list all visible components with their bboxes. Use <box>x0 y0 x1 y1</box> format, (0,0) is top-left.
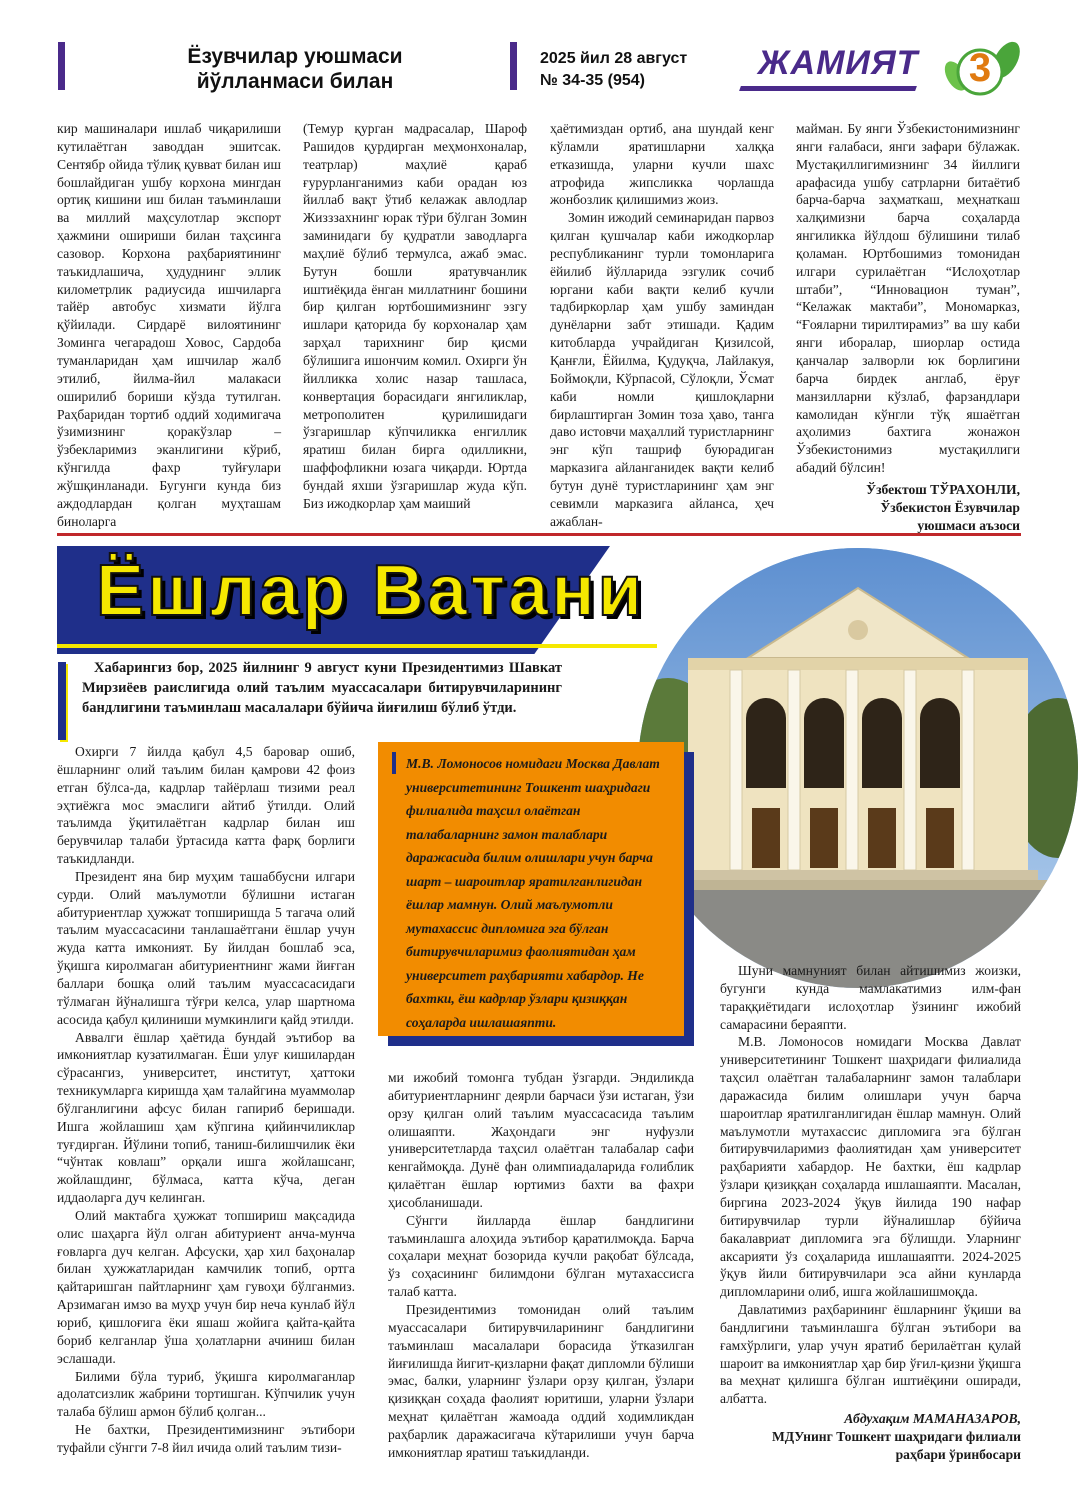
article2-sign-name: Абдухақим МАМАНАЗАРОВ, <box>844 1411 1021 1427</box>
article1-col3 <box>550 120 774 530</box>
article2-col1-p4: Олий мактабга ҳужжат топшириш мақсадида олис шаҳарга йўл олган абитуриент анча-мунча ғовларга дуч келган. Афсуски, ҳар хил баҳоналар билан ҳужжатларидан камчилик топиб, ортга қайтаришган пайтларнинг ҳам гувоҳи бўлганмиз. Арзимаган имзо ва муҳр учун бир неча кунлаб йўл юриб, қишлоғига ёки яшаш жойига қайта-қайта бориб келганлар ўша ҳолатларни ачиниш билан эслашади. <box>57 1207 355 1366</box>
article2-col3-p1: Шуни мамнуният билан айтишимиз жоизки, бугунги кунда мамлакатимиз илм-фан тараққиётидаги ислоҳотлар ўзининг ижобий самарасини бераяпти. <box>720 963 1021 1032</box>
article2-col1-p3: Аввалги ёшлар ҳаётида бундай эътибор ва имкониятлар кузатилмаган. Ёши улуғ кишилардан сўрасангиз, университет, институт, ҳаттоки техникумларга киришда ҳам талайгина муаммолар бўлганлигини афсус билан гапириб беришади. Ишга жойлашиш ҳам кўпгина қийинчиликлар туғдирган. Йўлини топиб, таниш-билишчилик ёки “чўнтак ковлаш” орқали ишга жойлашсанг, жойлашдинг, бўлмаса, катта кўча, деган иддаоларга дуч келинган. <box>57 1029 355 1206</box>
building-photo <box>638 548 1078 988</box>
section-underline <box>739 86 917 91</box>
article2-signature <box>720 1410 1021 1464</box>
article1-col4-text: майман. Бу янги Ўзбекистонимизнинг янги ғалабаси, янги зафари бўлажак. Мустақиллигимизнинг 34 йиллиги арафасида ушбу сатрларни битаётиб барча-барча заҳматкаш, меҳнаткаш халқимизни барча соҳаларда янгиликка йўлдош бўлишини тилаб қоламан. Юртбошимиз томонидан илгари сурилаётган “Ислоҳотлар штаби”, “Инновацион туман”, “Келажак мактаби”, Мономарказ, “Ғояларни тирилтирамиз” ва шу каби янги иборалар, шиорлар остида қанчалар залворли юк борлигини барча бирдек англаб, ёруғ манзилларни кўзлаб, фарзандлари камолидан кўнгли тўқ яшаётган аҳолимиз бахтига жонажон Ўзбекистонимиз мустақиллиги абадий бўлсин! <box>796 121 1020 476</box>
article1-col1-text: кир машиналари ишлаб чиқарилиши кутилаётган заводдан эшитсак. Сентябр ойида тўлиқ қувват билан иш бошлайдиган ушбу корхона мингдан ортиқ кишини иш билан таъминлаши ва миллий маҳсулотлар экспорт ҳажмини ошириши билан таҳсинга сазовор. Корхона раҳбариятининг таъкидлашича, ҳудуднинг эллик километрлик радиусида ишчиларга тайёр автобус хизмати йўлга қўйилади. Сирдарё вилоятининг Зоминга чегарадош Ховос, Сардоба туманларидан ҳам ишчилар жалб этилиб, йилма-йил малакаси оширилиб бориши кўзда тутилган. Раҳбаридан тортиб оддий ходимигача ўзимизнинг қоракўзлар – ўзбекларимиз эканлигини кўриб, кўнгилда фахр туйғулари жўшқинланади. Бугунги кунда биз аждодлардан қолган муҳташам биноларга <box>57 121 281 529</box>
publication-note <box>120 44 470 94</box>
university-building-icon <box>638 548 1078 988</box>
publication-note-line2: йўлланмаси билан <box>196 70 394 93</box>
article2-col3-p2: М.В. Ломоносов номидаги Москва Давлат университетининг Тошкент шаҳридаги филиалида таҳсил олаётган талабаларнинг замон талаблари даражасида билим олишлари учун барча шароитлар яратилганлигидан ёшлар мамнун. Олий маълумотли мутахассис дипломига эга бўлган битирувчиларимиз фаолиятидан ҳам университет раҳбарияти хабардор. Не бахтки, ёш кадрлар ўзлари қизиққан соҳаларда ишлашаяпти. Масалан, биргина 2023-2024 ўқув йилида 190 нафар битирувчилар турли йўналишлар бўйича бакалавриат дипломига эга бўлишди. Уларнинг аксарияти ўз соҳаларида ишлашаяпти. 2024-2025 ўқув йили битирувчилари эса айни кунларда дипломларини олиб, ишга жойлашишмоқда. <box>720 1034 1021 1300</box>
article2-col3 <box>720 962 1021 1464</box>
lead-text: Хабарингиз бор, 2025 йилнинг 9 август куни Президентимиз Шавкат Мирзиёев раислигида олий таълим муассасалари битирувчиларининг бандлигини таъминлаш масалалари бўйича йиғилиш бўлиб ўтди. <box>82 660 562 716</box>
article1-sign-role2: уюшмаси аъзоси <box>917 517 1020 533</box>
headline: Ёшлар Ватани <box>96 551 646 631</box>
article1-col1 <box>57 120 281 530</box>
issue-date: 2025 йил 28 август <box>540 50 688 67</box>
article1-col2-text: (Темур қурган мадрасалар, Шароф Рашидов қурдирган меҳмонхоналар, театрлар) маҳлиё қараб ғурурланганимиз каби орадан юз йиллаб вақт ўтиб келажак авлодлар Жизззахнинг юрак тўри бўлган Зомин заминидаги бу қудратли заводларга маҳлиё бўлиб термулса, ажаб эмас. Бутун бошли яратувчанлик иштиёқида ёнган миллатнинг бошини бир қилган юртбошимизнинг эзгу ишлари қаторида бу корхоналар ҳам зарҳал тарихнинг бир қисми бўлишига ишончим комил. Охирги ўн йилликка холис назар ташласа, конвертация борасидаги янгиликлар, метрополитен қурилишидаги ўзгаришлар кўпчиликка енгиллик яратиш билан бирга одилликни, шаффофликни юзага чиқарди. Юртда бундай яхши ўзгаришлар жуда кўп. Биз ижодкорлар ҳам маиший <box>303 121 527 511</box>
article2-col3-p3: Давлатимиз раҳбарининг ёшларнинг ўқиши ва бандлигини таъминлашга бўлган эътибори ва ғамхўрлиги, улар учун яратиб берилаётган қулай шароит ва имкониятлар ҳар бир ўғил-қизни ўқишга ва меҳнат қилишга бўлган иштиёқини оширади, албатта. <box>720 1302 1021 1407</box>
article2-col1-p2: Президент яна бир муҳим ташаббусни илгари сурди. Олий маълумотли бўлишни истаган абитуриентлар ҳужжат топширишда 5 тагача олий таълим муассасасини танлашаётгани ёшлар учун жуда катта имконият. Бу йилдан бошлаб эса, ўқишга киролмаган абитуриентнинг жами йиғган баллари бошқа олий таълим муассасасидаги тўлмаган йўналишга тўғри келса, улар шартнома асосида қабул қилиниши мумкинлиги қайд этилди. <box>57 868 355 1027</box>
section-divider <box>57 533 1021 536</box>
callout-text: М.В. Ломоносов номидаги Москва Давлат университетининг Тошкент шаҳридаги филиалида таҳсил олаётган талабаларнинг замон талаблари даражасида билим олишлари учун барча шарт – шароитлар яратилганлигидан ёшлар мамнун. Олий маълумотли мутахассис дипломига эга бўлган битирувчиларимиз фаолиятидан ҳам университет раҳбарияти хабардор. Не бахтки, ёш кадрлар ўзлари қизиққан соҳаларда ишлашаяпти. <box>406 756 660 1030</box>
article1-sign-role1: Ўзбекистон Ёзувчилар <box>880 499 1020 515</box>
header-mid-bar <box>510 42 517 90</box>
lead-accent-bar <box>58 662 66 740</box>
article1-col3-p2: Зомин ижодий семинаридан парвоз қилган қушчалар каби ижодкорлар республиканинг турли томонларига ёйилиб йўлларида эзгулик сочиб юргани каби вақти келиб кучли тадбиркорлар ҳам ушбу заминдан дунёларни забт этишади. Қадим китобларда учрайдиган Қизилсой, Қанғли, Ёйилма, Қудуқча, Лайлакуя, Боймоқли, Кўрпасой, Сўлоқли, Ўсмат каби номли қишлоқларни бирлаштирган Зомин тоза ҳаво, танга даво истовчи маҳаллий туристларнинг энг кўп ташриф буюрадиган марказига айланганидек вақти келиб бутун дунё туристларининг ҳам энг севимли марказига айланса, ҳеч ажаблан- <box>550 210 774 529</box>
issue-number: № 34-35 (954) <box>540 72 645 89</box>
section-title-block <box>740 42 920 92</box>
article2-col1-p6: Не бахтки, Президентимизнинг эътибори туфайли сўнгги 7-8 йил ичида олий таълим тизи- <box>57 1422 355 1455</box>
article2-sign-role1: МДУнинг Тошкент шаҳридаги филиали <box>771 1429 1021 1445</box>
section-title: ЖАМИЯТ <box>758 44 919 82</box>
callout-accent-bar <box>392 752 396 774</box>
article1-signature <box>796 481 1020 535</box>
page-number: 3 <box>968 46 992 90</box>
article2-col2-p2: Сўнгги йилларда ёшлар бандлигини таъминлашга алоҳида эътибор қаратилмоқда. Барча соҳалари меҳнат бозорида кучли рақобат бўлсада, ўз соҳасининг билимдони бўлган мутахассисга талаб катта. <box>388 1212 694 1300</box>
article2-col2-p3: Президентимиз томонидан олий таълим муассасалари битирувчиларининг бандлигини таъминлаш масалалари борасида ўтказилган йиғилишда йигит-қизларни фақат дипломли бўлиши эмас, балки, уларнинг ўзлари орзу қилган, ўзлари қизиққан соҳада фаолият юритиши, уларни ўзлари меҳнат қилаётган жамоада оддий ходимликдан раҳбарлик даражасигача кўтарилиши учун барча имкониятлар яратиш таъкидланди. <box>388 1301 694 1460</box>
article1-col3-p1: ҳаётимиздан ортиб, ана шундай кенг кўламли яратишларни халққа етказишда, уларни кучли шахс атрофида жипсликка чорлашда жонбозлик қилишимиз жоиз. <box>550 121 774 208</box>
issue-info <box>540 48 687 92</box>
article2-col1-p1: Охирги 7 йилда қабул 4,5 баровар ошиб, ёшларнинг олий таълим билан қамрови 42 фоиз етган бўлса-да, кадрлар тайёрлаш тизими реал эҳтиёжга мос эмаслиги айтиб ўтилди. Олий таълимда ўқитилаётган кадрлар билан иш берувчилар талаби ўртасида катта фарқ борлиги таъкидланди. <box>57 744 355 867</box>
banner-underline <box>57 644 657 648</box>
article1-col2 <box>303 120 527 513</box>
article2-col1 <box>57 743 355 1457</box>
article2-sign-role2: раҳбари ўринбосари <box>895 1447 1021 1463</box>
article2-col2-p1: ми ижобий томонга тубдан ўзгарди. Эндиликда абитуриентларнинг деярли барчаси ўзи истаган, ўзи орзу қилган олий таълим муассасасида таълим олишаяпти. Жаҳондаги энг нуфузли университетларда таҳсил олаётган талабалар сафи кенгаймоқда. Дунё фан олимпиадаларида ғолиблик қилаётган ёшлар юртимиз бахти ва фахри ҳисобланишади. <box>388 1070 694 1210</box>
article2-col2 <box>388 1069 694 1462</box>
article2-col1-p5: Билими бўла туриб, ўқишга киролмаганлар адолатсизлик жабрини тортишган. Кўпчилик учун талаба бўлиш армон бўлиб қолган... <box>57 1368 355 1420</box>
header-left-bar <box>58 42 65 90</box>
article1-col4 <box>796 120 1020 535</box>
publication-note-line1: Ёзувчилар уюшмаси <box>187 45 403 68</box>
callout-box <box>378 742 684 1036</box>
article1-sign-name: Ўзбектош ТЎРАХОНЛИ, <box>866 481 1020 497</box>
page-number-badge <box>940 38 1022 98</box>
